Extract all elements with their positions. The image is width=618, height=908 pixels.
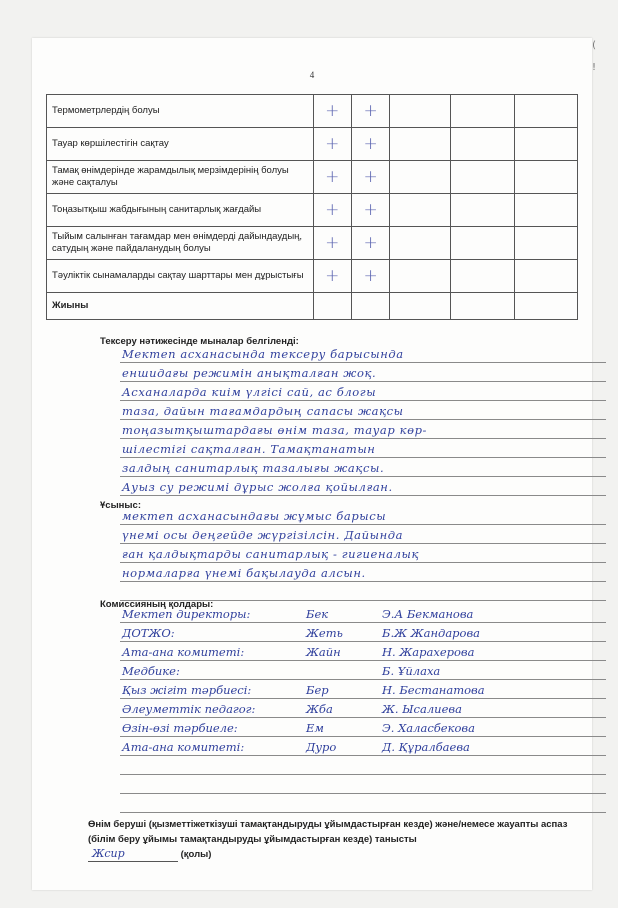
member-signature: Бек <box>306 607 329 621</box>
handwritten-line: таза, дайын тағамдардың сапасы жақсы <box>122 404 404 418</box>
table-row <box>47 260 578 293</box>
check-mark-cell: + <box>313 128 351 161</box>
member-signature: Жба <box>306 702 333 716</box>
empty-cell <box>390 128 451 161</box>
handwritten-line: нормаларға үнемі бақылауда алсын. <box>122 566 366 580</box>
empty-cell <box>514 227 577 260</box>
ruled-line <box>120 604 606 623</box>
member-role: Әлеуметтік педагог: <box>122 702 256 716</box>
member-name: Д. Құралбаева <box>382 740 470 754</box>
handwritten-line: Мектеп асханасында тексеру барысында <box>122 347 404 361</box>
member-signature: Дуро <box>306 740 337 754</box>
member-role: Ата-ана комитеті: <box>122 740 245 754</box>
table-row <box>47 161 578 194</box>
ruled-line <box>120 525 606 544</box>
empty-cell <box>514 194 577 227</box>
check-mark-cell: + <box>351 227 389 260</box>
member-role: Ата-ана комитеті: <box>122 645 245 659</box>
ruled-line <box>120 344 606 363</box>
page-number: 4 <box>309 70 315 80</box>
ruled-line <box>120 661 606 680</box>
empty-cell <box>451 227 514 260</box>
member-name: Б. Ұйлаха <box>382 664 441 678</box>
empty-cell <box>451 161 514 194</box>
empty-cell <box>514 128 577 161</box>
ruled-line <box>120 420 606 439</box>
commission-title: Комиссияның қолдары: <box>100 599 214 610</box>
ruled-line <box>120 775 606 794</box>
footer-text: Өнім беруші (қызметтіжеткізуші тамақтандыруды ұйымдастырған кезде) және/немесе жауапты аспаз (білім беру ұйымы тамақтандыруды ұйымдастырған кезде) танысты <box>88 819 568 845</box>
member-role: ДОТЖО: <box>122 626 175 640</box>
ruled-line <box>120 439 606 458</box>
empty-cell <box>514 161 577 194</box>
table-row <box>47 128 578 161</box>
criterion-cell: Термометрлердің болуы <box>47 95 314 128</box>
empty-cell <box>313 293 351 320</box>
ruled-line <box>120 718 606 737</box>
ruled-line <box>120 544 606 563</box>
empty-cell <box>390 95 451 128</box>
empty-cell <box>514 95 577 128</box>
handwritten-line: Асханаларда киім үлгісі сай, ас блогы <box>122 385 377 399</box>
edge-mark-top: ( <box>592 40 596 51</box>
member-role: Мектеп директоры: <box>122 607 251 621</box>
check-mark-cell: + <box>313 260 351 293</box>
ruled-line <box>120 563 606 582</box>
criterion-cell: Тамақ өнімдерінде жарамдылық мерзімдерінің болуы және сақталуы <box>47 161 314 194</box>
table-row <box>47 227 578 260</box>
empty-cell <box>390 293 451 320</box>
criterion-cell: Тоңазытқыш жабдығының санитарлық жағдайы <box>47 194 314 227</box>
footer-suffix: (қолы) <box>180 849 212 860</box>
ruled-line <box>120 363 606 382</box>
empty-cell <box>514 260 577 293</box>
empty-cell <box>390 260 451 293</box>
member-signature: Ем <box>306 721 324 735</box>
empty-cell <box>451 260 514 293</box>
ruled-line <box>120 401 606 420</box>
ruled-line <box>120 794 606 813</box>
check-mark-cell: + <box>351 194 389 227</box>
check-mark-cell: + <box>351 161 389 194</box>
check-mark-cell: + <box>351 260 389 293</box>
footer-signature-line <box>88 849 178 862</box>
commission-lines <box>120 604 606 813</box>
member-name: Б.Ж Жандарова <box>382 626 481 640</box>
criterion-cell: Тауар көршілестігін сақтау <box>47 128 314 161</box>
criterion-cell: Тәуліктік сынамаларды сақтау шарттары мен дұрыстығы <box>47 260 314 293</box>
ruled-line <box>120 680 606 699</box>
ruled-line <box>120 477 606 496</box>
empty-cell <box>451 293 514 320</box>
member-role: Өзін-өзі тәрбиеле: <box>122 721 238 735</box>
member-name: Э.А Бекманова <box>382 607 474 621</box>
member-name: Э. Халасбекова <box>382 721 475 735</box>
handwritten-line: ған қалдықтарды санитарлық - гигиеналық <box>122 547 420 561</box>
total-row <box>47 293 578 320</box>
empty-cell <box>390 161 451 194</box>
handwritten-line: залдың санитарлық тазалығы жақсы. <box>122 461 385 475</box>
handwritten-line: еншидағы режимін анықталған жоқ. <box>122 366 377 380</box>
document-page <box>32 38 592 890</box>
ruled-line <box>120 642 606 661</box>
member-name: Н. Бестанатова <box>382 683 485 697</box>
footer-signature: Жсир <box>92 847 125 860</box>
criterion-cell: Тыйым салынған тағамдар мен өнімдерді дайындаудың, сатудың және пайдаланудың болуы <box>47 227 314 260</box>
ruled-line <box>120 382 606 401</box>
findings-title: Тексеру нәтижесінде мыналар белгіленді: <box>100 336 299 347</box>
check-mark-cell: + <box>351 95 389 128</box>
empty-cell <box>451 194 514 227</box>
empty-cell <box>514 293 577 320</box>
member-role: Медбике: <box>122 664 180 678</box>
table-row <box>47 194 578 227</box>
table-row <box>47 95 578 128</box>
check-mark-cell: + <box>351 128 389 161</box>
handwritten-line: мектеп асханасындағы жұмыс барысы <box>122 509 387 523</box>
total-label: Жиыны <box>47 293 314 320</box>
ruled-line <box>120 458 606 477</box>
handwritten-line: тоңазытқыштардағы өнім таза, тауар көр- <box>122 423 428 437</box>
recommendations-lines <box>120 506 606 601</box>
member-signature: Жеть <box>306 626 343 640</box>
recommendations-title: Ұсыныс: <box>100 500 141 511</box>
empty-cell <box>351 293 389 320</box>
handwritten-line: шілестігі сақталған. Тамақтанатын <box>122 442 376 456</box>
check-mark-cell: + <box>313 161 351 194</box>
check-mark-cell: + <box>313 194 351 227</box>
check-mark-cell: + <box>313 227 351 260</box>
handwritten-line: үнемі осы деңгейде жүргізілсін. Дайында <box>122 528 404 542</box>
ruled-line <box>120 623 606 642</box>
ruled-line <box>120 737 606 756</box>
member-signature: Бер <box>306 683 329 697</box>
member-name: Ж. Ысалиева <box>382 702 462 716</box>
empty-cell <box>390 194 451 227</box>
inspection-table <box>46 94 578 320</box>
ruled-line <box>120 756 606 775</box>
footer-acknowledgement <box>88 817 578 862</box>
findings-lines <box>120 344 606 496</box>
ruled-line <box>120 506 606 525</box>
edge-mark-bottom: ! <box>591 62 596 73</box>
member-role: Қыз жігіт тәрбиесі: <box>122 683 252 697</box>
empty-cell <box>390 227 451 260</box>
handwritten-line: Ауыз су режимі дұрыс жолға қойылған. <box>122 480 393 494</box>
empty-cell <box>451 95 514 128</box>
member-name: Н. Жарахерова <box>382 645 475 659</box>
check-mark-cell: + <box>313 95 351 128</box>
empty-cell <box>451 128 514 161</box>
ruled-line <box>120 699 606 718</box>
member-signature: Жайн <box>306 645 341 659</box>
